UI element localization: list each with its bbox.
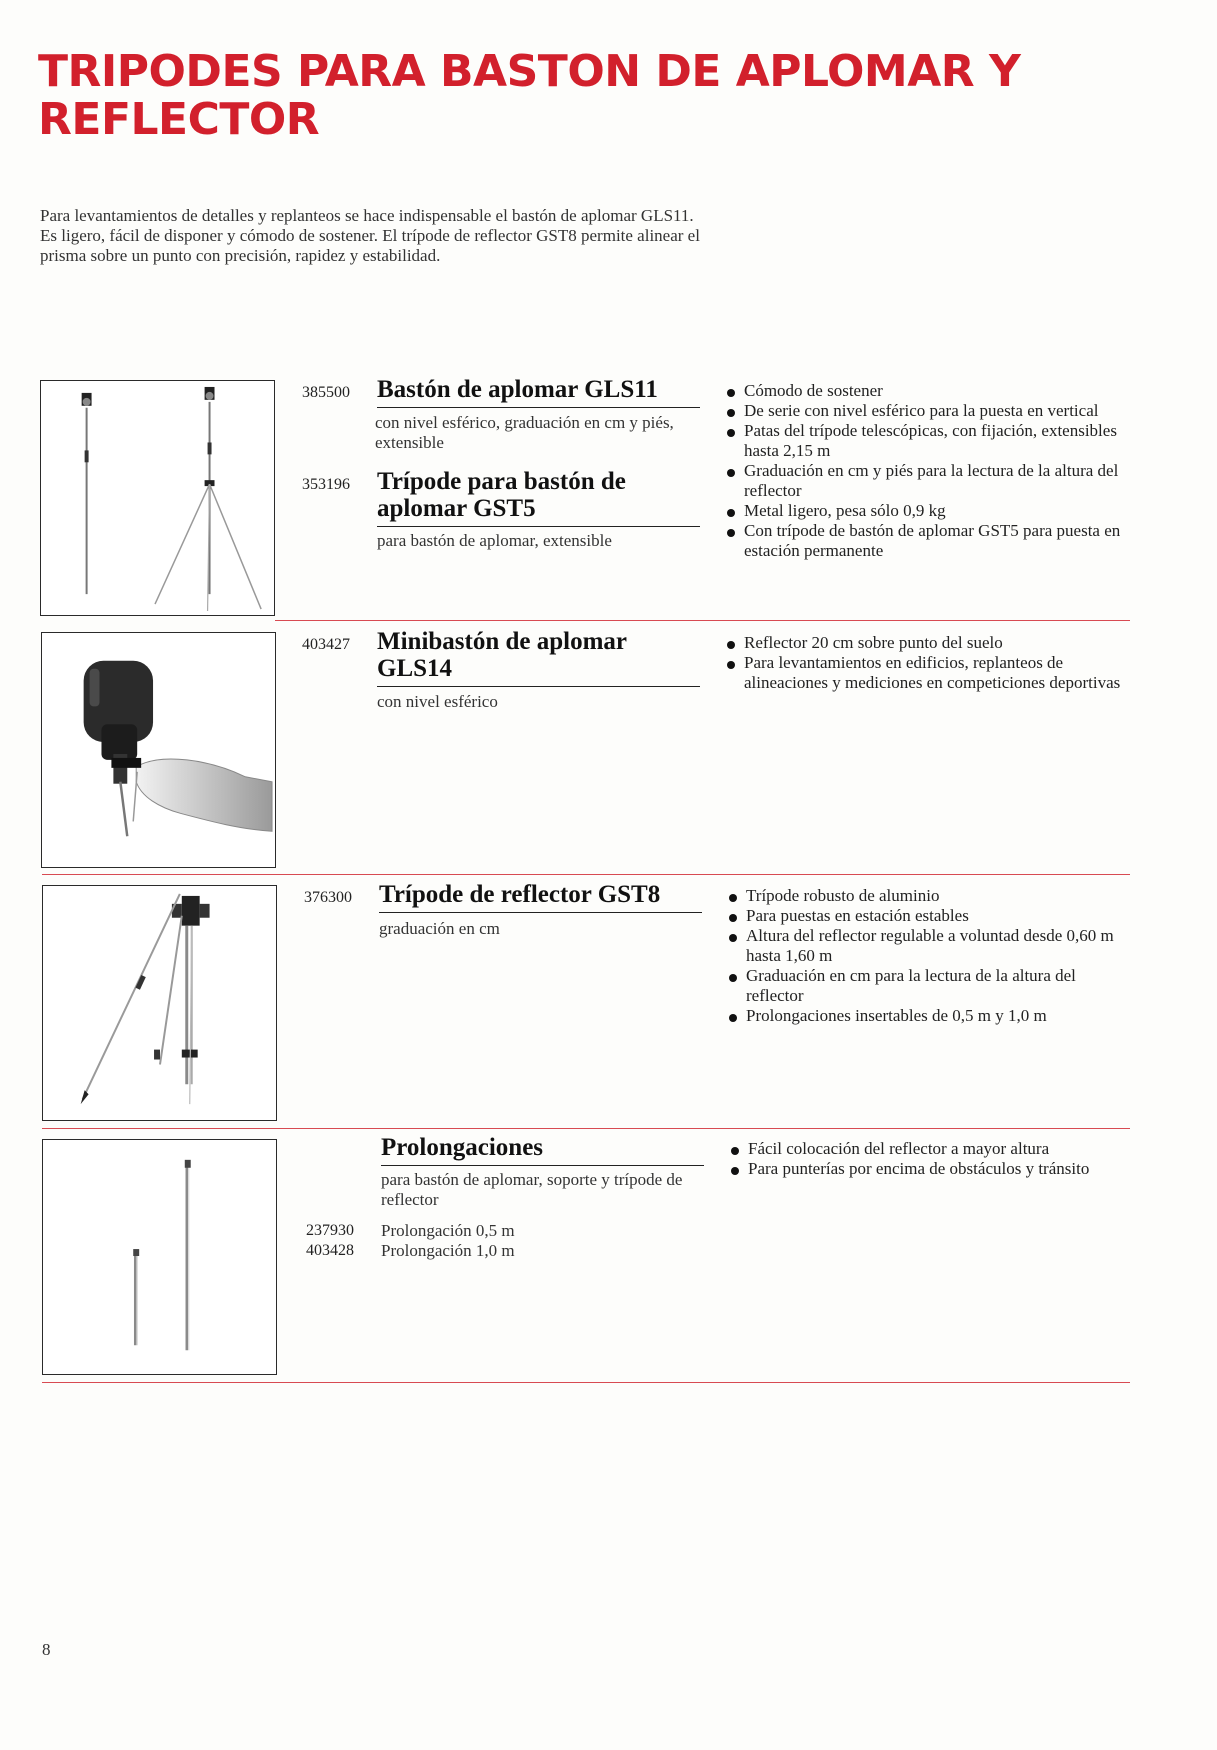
product-code: 237930 (306, 1222, 354, 1239)
section-divider (42, 874, 1130, 875)
feature-item: Reflector 20 cm sobre punto del suelo (727, 633, 1127, 653)
feature-item: Cómodo de sostener (727, 381, 1127, 401)
feature-item: Trípode robusto de aluminio (729, 886, 1129, 906)
feature-item: Fácil colocación del reflector a mayor altura (731, 1139, 1131, 1159)
feature-item: Graduación en cm y piés para la lectura de la altura del reflector (727, 461, 1127, 501)
feature-list (729, 886, 1129, 1026)
product-title: Minibastón de aplomar GLS14 (377, 628, 700, 687)
product-code: 353196 (302, 476, 350, 493)
plumbing-pole-illustration (41, 381, 274, 615)
extension-rods-illustration (43, 1140, 276, 1374)
feature-item: Para punterías por encima de obstáculos y tránsito (731, 1159, 1131, 1179)
product-code: 376300 (304, 889, 352, 906)
product-photo-gls11-gst5 (40, 380, 275, 616)
product-title: Bastón de aplomar GLS11 (377, 376, 700, 408)
feature-item: Graduación en cm para la lectura de la altura del reflector (729, 966, 1129, 1006)
feature-item: Para puestas en estación estables (729, 906, 1129, 926)
feature-list (727, 633, 1127, 693)
product-photo-gls14 (41, 632, 276, 868)
feature-item: Prolongaciones insertables de 0,5 m y 1,0 m (729, 1006, 1129, 1026)
product-code: 403428 (306, 1242, 354, 1259)
feature-item: Con trípode de bastón de aplomar GST5 para puesta en estación permanente (727, 521, 1127, 561)
feature-list (727, 381, 1127, 561)
item-label: Prolongación 1,0 m (381, 1241, 515, 1260)
product-description: con nivel esférico (377, 692, 498, 711)
page-title-line: REFLECTOR (38, 94, 320, 145)
product-title: Prolongaciones (381, 1134, 704, 1166)
feature-item: Altura del reflector regulable a voluntad desde 0,60 m hasta 1,60 m (729, 926, 1129, 966)
product-code: 403427 (302, 636, 350, 653)
product-title: Trípode de reflector GST8 (379, 881, 702, 913)
feature-item: Para levantamientos en edificios, replanteos de alineaciones y mediciones en competiciones deportivas (727, 653, 1127, 693)
product-photo-gst8 (42, 885, 277, 1121)
feature-item: Metal ligero, pesa sólo 0,9 kg (727, 501, 1127, 521)
product-code: 385500 (302, 384, 350, 401)
product-photo-prolongaciones (42, 1139, 277, 1375)
mini-pole-illustration (42, 633, 275, 867)
product-description: para bastón de aplomar, soporte y trípode de reflector (381, 1170, 683, 1209)
product-description: para bastón de aplomar, extensible (377, 531, 612, 550)
section-divider (275, 620, 1130, 621)
feature-item: De serie con nivel esférico para la puesta en vertical (727, 401, 1127, 421)
feature-item: Patas del trípode telescópicas, con fijación, extensibles hasta 2,15 m (727, 421, 1127, 461)
feature-list (731, 1139, 1131, 1179)
page-title (38, 48, 1038, 144)
page-number: 8 (42, 1640, 51, 1659)
section-divider (42, 1128, 1130, 1129)
reflector-tripod-illustration (43, 886, 276, 1120)
item-label: Prolongación 0,5 m (381, 1221, 515, 1240)
page-title-line: TRIPODES PARA BASTON DE APLOMAR Y (38, 46, 1021, 97)
product-title: Trípode para bastón de aplomar GST5 (377, 468, 700, 527)
section-divider (42, 1382, 1130, 1383)
product-description: graduación en cm (379, 919, 500, 938)
product-description: con nivel esférico, graduación en cm y piés, extensible (375, 413, 674, 452)
intro-paragraph: Para levantamientos de detalles y replanteos se hace indispensable el bastón de aplomar GLS11. Es ligero, fácil de disponer y cómodo de sostener. El trípode de reflector GST8 permite alinear el prisma sobre un punto con precisión, rapidez y estabilidad. (40, 206, 700, 265)
